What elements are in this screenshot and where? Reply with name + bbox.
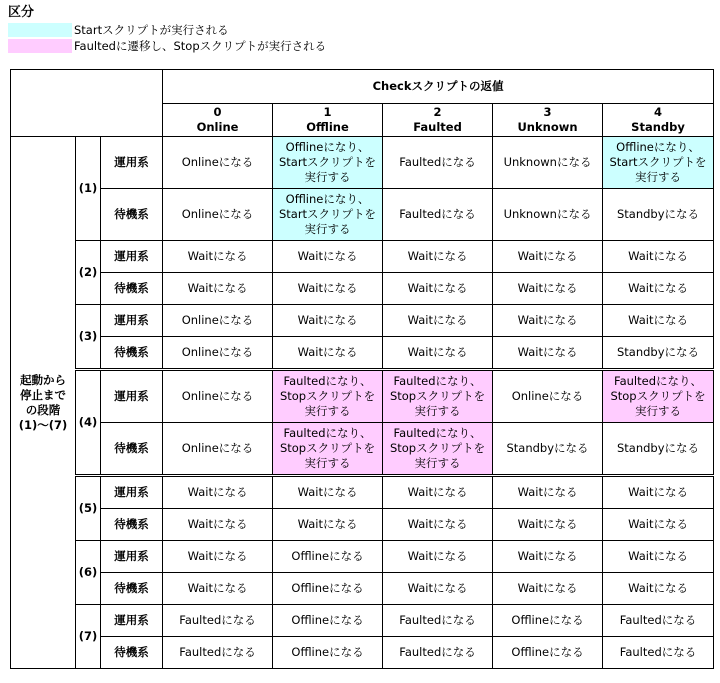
result-text: Onlineになる bbox=[181, 155, 254, 169]
result-text: Offlineになる bbox=[511, 613, 584, 627]
result-cell bbox=[383, 423, 493, 476]
result-cell bbox=[493, 605, 603, 637]
result-cell bbox=[273, 305, 383, 337]
result-text: Waitになる bbox=[517, 281, 578, 295]
result-cell bbox=[163, 605, 273, 637]
result-cell bbox=[603, 137, 714, 189]
table-row bbox=[11, 189, 714, 241]
result-cell bbox=[493, 509, 603, 541]
result-cell bbox=[603, 189, 714, 241]
result-cell bbox=[603, 273, 714, 305]
result-text: Waitになる bbox=[407, 281, 468, 295]
legend-item-stop bbox=[8, 38, 326, 54]
legend-swatch-pink bbox=[8, 39, 72, 53]
legend-title: 区分 bbox=[8, 5, 35, 20]
result-cell bbox=[383, 637, 493, 669]
result-cell bbox=[163, 273, 273, 305]
result-text: Standbyになる bbox=[616, 207, 700, 221]
stage-group-label: (7) bbox=[76, 605, 101, 669]
result-text: Waitになる bbox=[187, 249, 248, 263]
result-cell bbox=[273, 241, 383, 273]
column-code: 4 bbox=[654, 105, 663, 119]
table-row bbox=[11, 273, 714, 305]
result-text: Standbyになる bbox=[616, 345, 700, 359]
stage-group-label: (1) bbox=[76, 137, 101, 241]
result-cell bbox=[493, 541, 603, 573]
result-text: Onlineになる bbox=[181, 441, 254, 455]
result-text: Waitになる bbox=[297, 517, 358, 531]
result-text: Faultedになり、 Stopスクリプトを 実行する bbox=[389, 426, 486, 470]
table-row bbox=[11, 509, 714, 541]
result-text: Unknownになる bbox=[503, 207, 592, 221]
system-label: 運用系 bbox=[101, 370, 163, 423]
column-code: 3 bbox=[543, 105, 552, 119]
result-cell bbox=[383, 509, 493, 541]
result-text: Offlineになる bbox=[291, 613, 364, 627]
column-name: Faulted bbox=[413, 120, 462, 134]
result-cell bbox=[163, 137, 273, 189]
result-cell bbox=[383, 305, 493, 337]
system-label: 運用系 bbox=[101, 476, 163, 509]
result-text: Offlineになり、 Startスクリプトを 実行する bbox=[609, 140, 707, 184]
result-text: Faultedになる bbox=[619, 613, 697, 627]
result-cell bbox=[163, 637, 273, 669]
result-cell bbox=[603, 476, 714, 509]
result-text: Waitになる bbox=[407, 485, 468, 499]
stage-group-label: (6) bbox=[76, 541, 101, 605]
result-text: Standbyになる bbox=[506, 441, 589, 455]
result-text: Waitになる bbox=[517, 485, 578, 499]
result-text: Faultedになる bbox=[399, 613, 476, 627]
check-return-header: Checkスクリプトの返値 bbox=[163, 70, 714, 104]
legend bbox=[8, 4, 326, 54]
result-text: Waitになる bbox=[517, 249, 578, 263]
result-cell bbox=[603, 241, 714, 273]
result-text: Faultedになり、 Stopスクリプトを 実行する bbox=[389, 374, 486, 418]
result-text: Waitになる bbox=[517, 581, 578, 595]
stage-label bbox=[11, 137, 76, 669]
table-row bbox=[11, 137, 714, 189]
result-cell bbox=[493, 337, 603, 370]
table-row bbox=[11, 573, 714, 605]
table-row bbox=[11, 541, 714, 573]
result-text: Waitになる bbox=[628, 485, 688, 499]
column-name: Online bbox=[196, 120, 239, 134]
result-text: Offlineになり、 Startスクリプトを 実行する bbox=[278, 192, 377, 236]
table-row bbox=[11, 305, 714, 337]
result-cell bbox=[163, 476, 273, 509]
system-label: 運用系 bbox=[101, 605, 163, 637]
stage-group-label: (2) bbox=[76, 241, 101, 305]
result-text: Waitになる bbox=[407, 517, 468, 531]
result-text: Waitになる bbox=[407, 313, 468, 327]
result-text: Onlineになる bbox=[181, 313, 254, 327]
system-label: 待機系 bbox=[101, 337, 163, 370]
result-text: Faultedになる bbox=[399, 207, 476, 221]
result-text: Waitになる bbox=[187, 581, 248, 595]
result-cell bbox=[493, 137, 603, 189]
result-text: Faultedになる bbox=[179, 613, 256, 627]
result-cell bbox=[493, 370, 603, 423]
system-label: 待機系 bbox=[101, 637, 163, 669]
legend-label: Startスクリプトが実行される bbox=[74, 23, 229, 37]
result-text: Waitになる bbox=[628, 581, 688, 595]
system-label: 待機系 bbox=[101, 273, 163, 305]
result-text: Waitになる bbox=[517, 549, 578, 563]
column-code: 0 bbox=[213, 105, 222, 119]
result-cell bbox=[163, 541, 273, 573]
column-code: 1 bbox=[323, 105, 332, 119]
column-name: Standby bbox=[631, 120, 685, 134]
result-cell bbox=[163, 370, 273, 423]
result-text: Faultedになる bbox=[619, 645, 697, 659]
result-text: Waitになる bbox=[187, 485, 248, 499]
result-text: Faultedになり、 Stopスクリプトを 実行する bbox=[279, 426, 376, 470]
result-text: Offlineになり、 Startスクリプトを 実行する bbox=[278, 140, 377, 184]
result-cell bbox=[273, 637, 383, 669]
result-cell bbox=[493, 573, 603, 605]
table-row bbox=[11, 637, 714, 669]
column-header bbox=[493, 104, 603, 137]
column-name: Offline bbox=[306, 120, 349, 134]
column-header bbox=[273, 104, 383, 137]
result-cell bbox=[273, 605, 383, 637]
result-text: Onlineになる bbox=[181, 207, 254, 221]
result-cell bbox=[603, 423, 714, 476]
result-cell bbox=[603, 370, 714, 423]
system-label: 運用系 bbox=[101, 305, 163, 337]
result-text: Onlineになる bbox=[181, 389, 254, 403]
result-cell bbox=[273, 273, 383, 305]
table-row bbox=[11, 370, 714, 423]
result-text: Waitになる bbox=[297, 313, 358, 327]
result-text: Waitになる bbox=[407, 581, 468, 595]
result-text: Offlineになる bbox=[291, 645, 364, 659]
table-row bbox=[11, 476, 714, 509]
result-cell bbox=[273, 476, 383, 509]
result-cell bbox=[493, 273, 603, 305]
result-cell bbox=[163, 241, 273, 273]
table-row bbox=[11, 605, 714, 637]
system-label: 運用系 bbox=[101, 241, 163, 273]
column-header bbox=[163, 104, 273, 137]
system-label: 待機系 bbox=[101, 573, 163, 605]
stage-group-label: (5) bbox=[76, 476, 101, 541]
result-text: Waitになる bbox=[517, 517, 578, 531]
result-cell bbox=[383, 137, 493, 189]
result-cell bbox=[493, 637, 603, 669]
table-row bbox=[11, 337, 714, 370]
result-text: Faultedになり、 Stopスクリプトを 実行する bbox=[279, 374, 376, 418]
result-text: Waitになる bbox=[297, 485, 358, 499]
result-cell bbox=[383, 273, 493, 305]
result-cell bbox=[273, 573, 383, 605]
stage-group-label: (3) bbox=[76, 305, 101, 370]
column-header bbox=[383, 104, 493, 137]
result-cell bbox=[383, 337, 493, 370]
result-text: Standbyになる bbox=[616, 441, 700, 455]
result-cell bbox=[383, 241, 493, 273]
column-name: Unknown bbox=[517, 120, 578, 134]
system-label: 運用系 bbox=[101, 137, 163, 189]
result-cell bbox=[163, 573, 273, 605]
legend-label: Faultedに遷移し、Stopスクリプトが実行される bbox=[74, 39, 327, 53]
result-text: Waitになる bbox=[407, 549, 468, 563]
result-cell bbox=[273, 423, 383, 476]
system-label: 待機系 bbox=[101, 189, 163, 241]
result-text: Offlineになる bbox=[291, 581, 364, 595]
result-text: Onlineになる bbox=[511, 389, 584, 403]
result-cell bbox=[493, 305, 603, 337]
result-cell bbox=[383, 541, 493, 573]
result-cell bbox=[383, 605, 493, 637]
result-cell bbox=[603, 573, 714, 605]
result-cell bbox=[273, 370, 383, 423]
legend-swatch-cyan bbox=[8, 23, 72, 37]
result-cell bbox=[163, 423, 273, 476]
stage-group-label: (4) bbox=[76, 370, 101, 476]
column-code: 2 bbox=[433, 105, 442, 119]
result-text: Waitになる bbox=[407, 249, 468, 263]
result-text: Waitになる bbox=[297, 345, 358, 359]
result-cell bbox=[603, 305, 714, 337]
result-cell bbox=[493, 189, 603, 241]
system-label: 待機系 bbox=[101, 509, 163, 541]
result-text: Waitになる bbox=[517, 313, 578, 327]
result-text: Waitになる bbox=[187, 281, 248, 295]
result-cell bbox=[273, 509, 383, 541]
result-text: Unknownになる bbox=[503, 155, 592, 169]
result-cell bbox=[163, 509, 273, 541]
table-row bbox=[11, 241, 714, 273]
stage-label-text: 起動から 停止まで の段階 (1)～(7) bbox=[18, 372, 68, 432]
result-cell bbox=[493, 476, 603, 509]
result-text: Waitになる bbox=[628, 313, 688, 327]
result-cell bbox=[603, 541, 714, 573]
corner-cell bbox=[11, 70, 163, 137]
result-text: Waitになる bbox=[628, 549, 688, 563]
state-transition-table bbox=[10, 69, 714, 669]
result-cell bbox=[383, 189, 493, 241]
result-cell bbox=[383, 573, 493, 605]
result-cell bbox=[273, 337, 383, 370]
result-text: Waitになる bbox=[297, 249, 358, 263]
result-cell bbox=[603, 337, 714, 370]
result-cell bbox=[163, 337, 273, 370]
result-cell bbox=[493, 241, 603, 273]
result-text: Waitになる bbox=[187, 517, 248, 531]
result-cell bbox=[383, 476, 493, 509]
legend-item-start bbox=[8, 22, 326, 38]
result-cell bbox=[273, 189, 383, 241]
result-cell bbox=[383, 370, 493, 423]
system-label: 待機系 bbox=[101, 423, 163, 476]
result-text: Offlineになる bbox=[291, 549, 364, 563]
result-text: Waitになる bbox=[407, 345, 468, 359]
result-cell bbox=[163, 305, 273, 337]
result-text: Onlineになる bbox=[181, 345, 254, 359]
result-cell bbox=[603, 605, 714, 637]
column-header bbox=[603, 104, 714, 137]
result-cell bbox=[603, 637, 714, 669]
result-text: Waitになる bbox=[628, 249, 688, 263]
result-text: Faultedになる bbox=[399, 155, 476, 169]
result-cell bbox=[493, 423, 603, 476]
system-label: 運用系 bbox=[101, 541, 163, 573]
result-cell bbox=[273, 137, 383, 189]
result-text: Waitになる bbox=[517, 345, 578, 359]
result-text: Offlineになる bbox=[511, 645, 584, 659]
result-text: Waitになる bbox=[187, 549, 248, 563]
table-row bbox=[11, 423, 714, 476]
result-text: Waitになる bbox=[628, 517, 688, 531]
result-cell bbox=[273, 541, 383, 573]
result-cell bbox=[603, 509, 714, 541]
result-text: Waitになる bbox=[297, 281, 358, 295]
result-text: Faultedになる bbox=[399, 645, 476, 659]
result-text: Waitになる bbox=[628, 281, 688, 295]
result-text: Faultedになる bbox=[179, 645, 256, 659]
result-cell bbox=[163, 189, 273, 241]
result-text: Faultedになり、 Stopスクリプトを 実行する bbox=[610, 374, 706, 418]
